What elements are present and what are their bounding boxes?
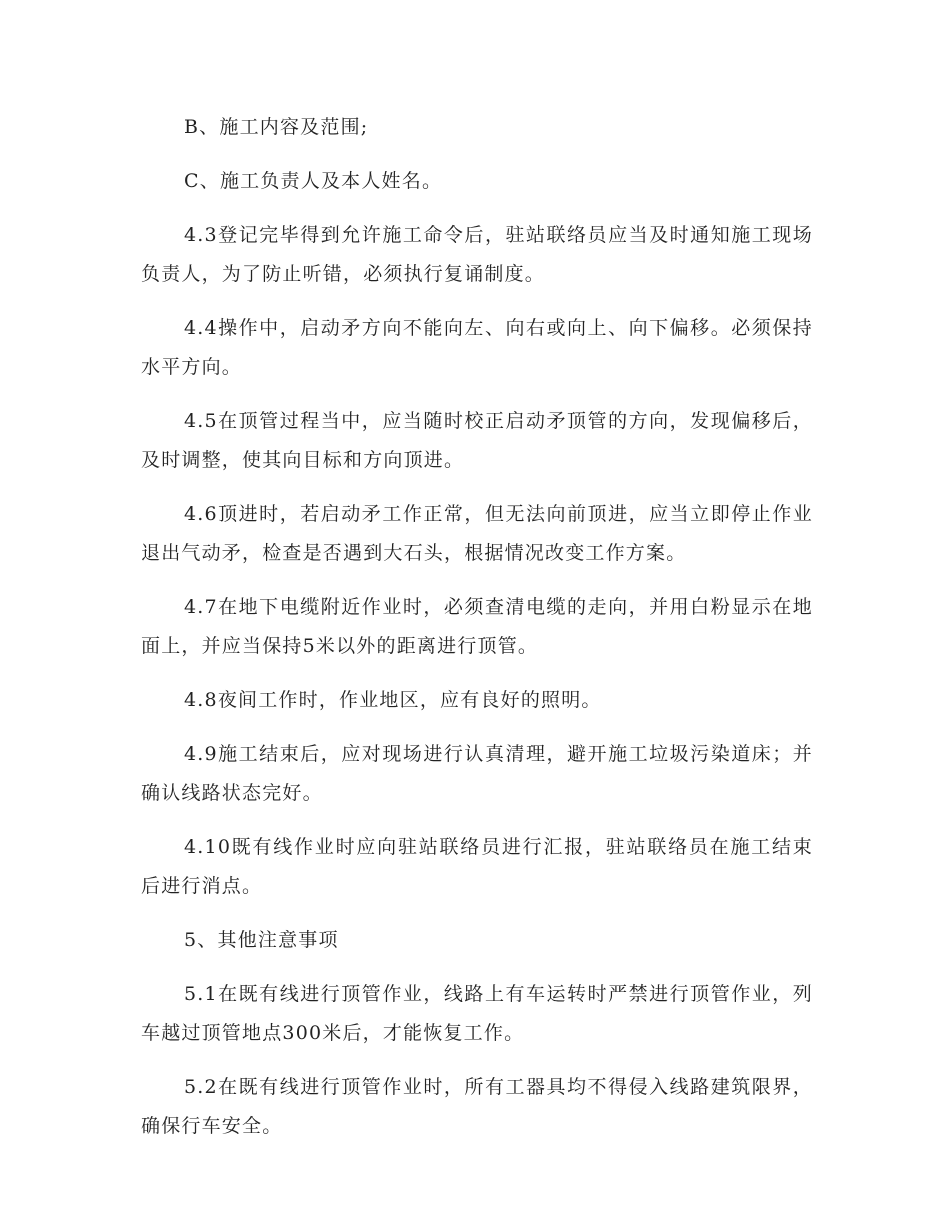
paragraph-4-3: 4.3登记完毕得到允许施工命令后，驻站联络员应当及时通知施工现场负责人，为了防止听错，必须执行复诵制度。 [141, 224, 813, 285]
document-body [141, 108, 813, 1161]
paragraph-4-6: 4.6顶进时，若启动矛工作正常，但无法向前顶进，应当立即停止作业退出气动矛，检查是否遇到大石头，根据情况改变工作方案。 [141, 503, 813, 564]
section-heading-5: 5、其他注意事项 [184, 929, 339, 951]
paragraph-5-2: 5.2在既有线进行顶管作业时，所有工器具均不得侵入线路建筑限界，确保行车安全。 [141, 1076, 813, 1137]
paragraph-4-9: 4.9施工结束后，应对现场进行认真清理，避开施工垃圾污染道床；并确认线路状态完好。 [141, 743, 813, 804]
paragraph-4-8: 4.8夜间工作时，作业地区，应有良好的照明。 [184, 689, 602, 711]
paragraph-4-4: 4.4操作中，启动矛方向不能向左、向右或向上、向下偏移。必须保持水平方向。 [141, 317, 813, 378]
paragraph-4-10: 4.10既有线作业时应向驻站联络员进行汇报，驻站联络员在施工结束后进行消点。 [141, 836, 813, 897]
paragraph-4-7: 4.7在地下电缆附近作业时，必须查清电缆的走向，并用白粉显示在地面上，并应当保持5米以外的距离进行顶管。 [141, 596, 813, 657]
paragraph-4-5: 4.5在顶管过程当中，应当随时校正启动矛顶管的方向，发现偏移后，及时调整，使其向目标和方向顶进。 [141, 410, 813, 471]
paragraph-5-1: 5.1在既有线进行顶管作业，线路上有车运转时严禁进行顶管作业，列车越过顶管地点300米后，才能恢复工作。 [141, 983, 813, 1044]
paragraph-item-c: C、施工负责人及本人姓名。 [184, 170, 443, 192]
paragraph-item-b: B、施工内容及范围; [184, 116, 369, 138]
